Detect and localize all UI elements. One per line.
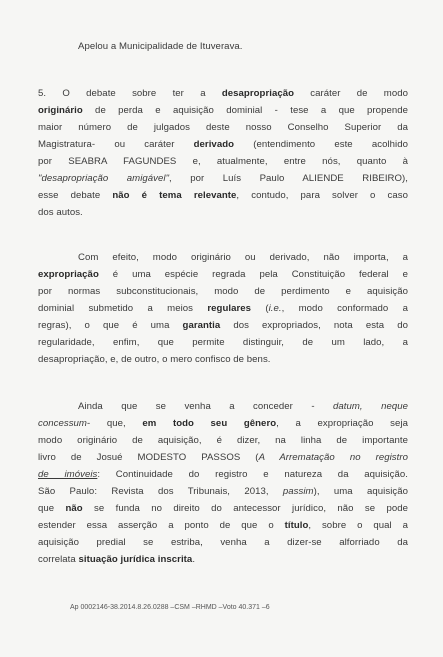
footer-text: Ap 0002146-38.2014.8.26.0288 –CSM –RHMD –Voto 40.371 –6 <box>70 604 270 611</box>
p7-line-1: Ainda que se venha a conceder - datum, neque <box>78 401 408 412</box>
p7-line-7: que não se funda no direito do antecessor jurídico, não se pode <box>38 503 408 514</box>
p6-line-1: Com efeito, modo originário ou derivado, não importa, a <box>78 252 408 263</box>
p7-line-10: correlata situação jurídica inscrita. <box>38 554 196 565</box>
p5-line-8: dos autos. <box>38 207 83 218</box>
p6-line-2: expropriação é uma espécie regrada pela Constituição federal e <box>38 269 408 280</box>
p5-line-2: originário de perda e aquisição dominial - tese a que propende <box>38 105 408 116</box>
intro-line <box>78 40 243 53</box>
p7-line-2: concessum- que, em todo seu gênero, a expropriação seja <box>38 418 408 429</box>
p7-line-4: livro de Josué MODESTO PASSOS (A Arrematação no registro <box>38 452 409 463</box>
page-footer <box>70 603 270 612</box>
p7-line-3: modo originário de aquisição, é dizer, na linha de importante <box>38 435 408 446</box>
p7-line-8: estender essa asserção a ponto de que o título, sobre o qual a <box>38 520 408 531</box>
p6-line-3: por normas subconstitucionais, modo de perdimento e aquisição <box>38 286 408 297</box>
p7-line-5: de imóveis: Continuidade do registro e natureza da aquisição. <box>38 469 408 480</box>
p5-line-6: "desapropriação amigável", por Luís Paulo ALIENDE RIBEIRO), <box>38 173 409 184</box>
p6-line-4: dominial submetido a meios regulares (i.e., modo conformado a <box>38 303 409 314</box>
p6-line-5: regras), o que é uma garantia dos expropriados, nota esta do <box>38 320 408 331</box>
p5-line-1: 5. O debate sobre ter a desapropriação caráter de modo <box>38 88 409 99</box>
intro-text: Apelou a Municipalidade de Ituverava. <box>78 41 243 52</box>
p6-line-7: desapropriação, e, de outro, o mero confisco de bens. <box>38 354 271 365</box>
p5-line-4: Magistratura- ou caráter derivado (entendimento este acolhido <box>38 139 408 150</box>
p7-line-6: São Paulo: Revista dos Tribunais, 2013, passim), uma aquisição <box>38 486 408 497</box>
p7-line-9: aquisição predial se estriba, venha a dizer-se alforriado da <box>38 537 408 548</box>
p5-line-5: por SEABRA FAGUNDES e, atualmente, entre nós, quanto à <box>38 156 408 167</box>
p6-line-6: regularidade, enfim, que permite distinguir, de um lado, a <box>38 337 408 348</box>
p5-line-7: esse debate não é tema relevante, contudo, para solver o caso <box>38 190 409 201</box>
p5-line-3: maior número de julgados deste nosso Conselho Superior da <box>38 122 408 133</box>
